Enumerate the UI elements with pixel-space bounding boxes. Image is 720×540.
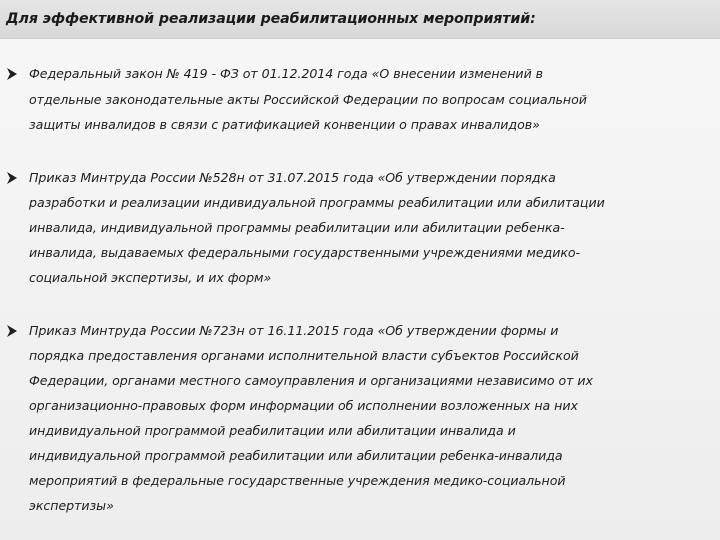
page-title: Для эффективной реализации реабилитационных мероприятий: bbox=[6, 11, 536, 27]
list-item-line: индивидуальной программой реабилитации или абилитации ребенка-инвалида bbox=[29, 448, 563, 463]
list-item-line: мероприятий в федеральные государственные учреждения медико-социальной bbox=[29, 473, 566, 488]
list-item-line: Федеральный закон № 419 - ФЗ от 01.12.2014 года «О внесении изменений в bbox=[29, 66, 544, 81]
list-item-line: Приказ Минтруда России №723н от 16.11.2015 года «Об утверждении формы и bbox=[29, 323, 559, 338]
arrow-bullet-icon bbox=[5, 324, 19, 338]
list-item-line: экспертизы» bbox=[29, 498, 114, 513]
list-item-line: защиты инвалидов в связи с ратификацией конвенции о правах инвалидов» bbox=[29, 117, 540, 132]
list-item-line: инвалида, индивидуальной программы реабилитации или абилитации ребенка- bbox=[29, 220, 565, 235]
list-item-line: разработки и реализации индивидуальной программы реабилитации или абилитации bbox=[29, 195, 605, 210]
list-item-line: организационно-правовых форм информации об исполнении возложенных на них bbox=[29, 398, 578, 413]
list-item-line: индивидуальной программой реабилитации или абилитации инвалида и bbox=[29, 423, 516, 438]
list-item-line: социальной экспертизы, и их форм» bbox=[29, 270, 272, 285]
list-item-line: инвалида, выдаваемых федеральными государственными учреждениями медико- bbox=[29, 245, 581, 260]
list-item-line: Федерации, органами местного самоуправления и организациями независимо от их bbox=[29, 373, 593, 388]
list-item-line: отдельные законодательные акты Российской Федерации по вопросам социальной bbox=[29, 92, 587, 107]
arrow-bullet-icon bbox=[5, 67, 19, 81]
list-item-line: порядка предоставления органами исполнительной власти субъектов Российской bbox=[29, 348, 579, 363]
arrow-bullet-icon bbox=[5, 171, 19, 185]
list-item-line: Приказ Минтруда России №528н от 31.07.2015 года «Об утверждении порядка bbox=[29, 170, 556, 185]
